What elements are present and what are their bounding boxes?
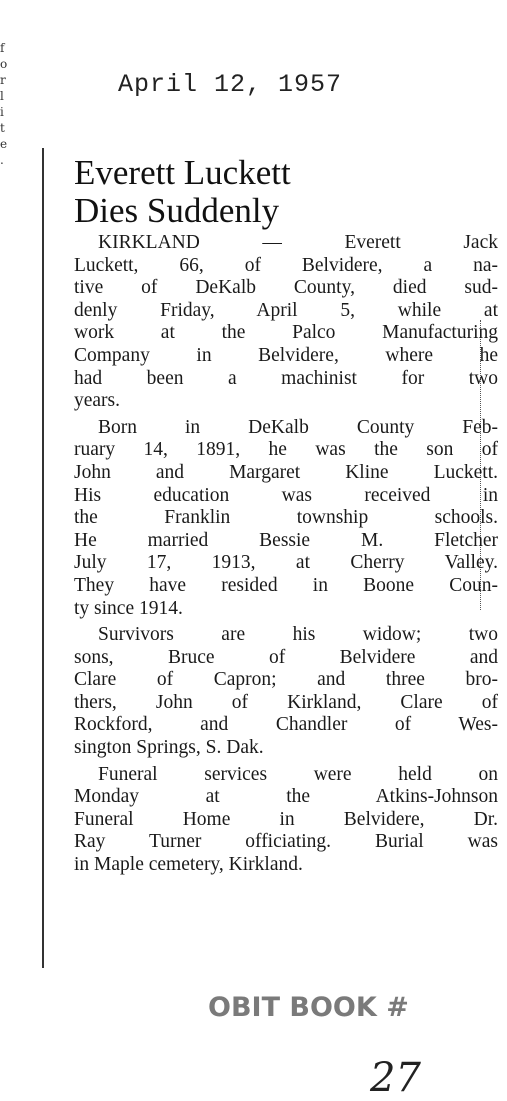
text-line: July 17, 1913, at Cherry Valley. — [74, 552, 498, 574]
text-line: He married Bessie M. Fletcher — [74, 529, 498, 551]
text-line: sington Springs, S. Dak. — [74, 737, 264, 759]
text-line: Funeral Home in Belvidere, Dr. — [74, 808, 498, 830]
margin-mark: e — [0, 137, 8, 151]
article-body — [74, 232, 498, 881]
date-stamp: April 12, 1957 — [118, 70, 343, 99]
margin-mark: f — [0, 41, 5, 55]
paragraph-3 — [74, 624, 498, 760]
text-line: Ray Turner officiating. Burial was — [74, 831, 498, 853]
margin-mark: o — [0, 57, 8, 71]
text-line: had been a machinist for two — [74, 367, 498, 389]
margin-mark: r — [0, 73, 6, 87]
text-line: KIRKLAND — Everett Jack — [98, 232, 498, 253]
handwritten-number: 27 — [370, 1055, 421, 1101]
clipping-left-edge — [42, 148, 45, 968]
obit-book-stamp: OBIT BOOK # — [208, 992, 409, 1023]
text-line: Clare of Capron; and three bro- — [74, 669, 498, 691]
headline-line-2: Dies Suddenly — [74, 191, 280, 230]
paragraph-4 — [74, 764, 498, 877]
text-line: Monday at the Atkins-Johnson — [74, 786, 498, 808]
text-line: His education was received in — [74, 484, 498, 506]
paragraph-1 — [74, 232, 498, 413]
text-line: denly Friday, April 5, while at — [74, 299, 498, 321]
text-line: tive of DeKalb County, died sud- — [74, 277, 498, 299]
text-line: Luckett, 66, of Belvidere, a na- — [74, 254, 498, 276]
margin-mark: . — [0, 153, 4, 167]
text-line: Rockford, and Chandler of Wes- — [74, 714, 498, 736]
text-line: in Maple cemetery, Kirkland. — [74, 854, 303, 876]
text-line: Survivors are his widow; two — [98, 624, 498, 646]
text-line: sons, Bruce of Belvidere and — [74, 646, 498, 668]
margin-marks — [0, 40, 10, 360]
margin-mark: i — [0, 105, 4, 119]
text-line: Born in DeKalb County Feb- — [98, 416, 498, 438]
newspaper-clipping — [42, 140, 498, 970]
text-line: They have resided in Boone Coun- — [74, 574, 498, 596]
margin-mark: l — [0, 89, 4, 103]
text-line: Funeral services were held on — [98, 763, 498, 785]
text-line: work at the Palco Manufacturing — [74, 322, 498, 344]
headline — [74, 154, 291, 230]
text-line: ruary 14, 1891, he was the son of — [74, 439, 498, 461]
text-line: years. — [74, 390, 121, 412]
headline-line-1: Everett Luckett — [74, 153, 291, 192]
paragraph-2 — [74, 417, 498, 620]
text-line: Company in Belvidere, where he — [74, 344, 498, 366]
text-line: thers, John of Kirkland, Clare of — [74, 691, 498, 713]
text-line: John and Margaret Kline Luckett. — [74, 461, 498, 483]
text-line: the Franklin township schools. — [74, 507, 498, 529]
margin-mark: t — [0, 121, 5, 135]
text-line: ty since 1914. — [74, 597, 183, 619]
